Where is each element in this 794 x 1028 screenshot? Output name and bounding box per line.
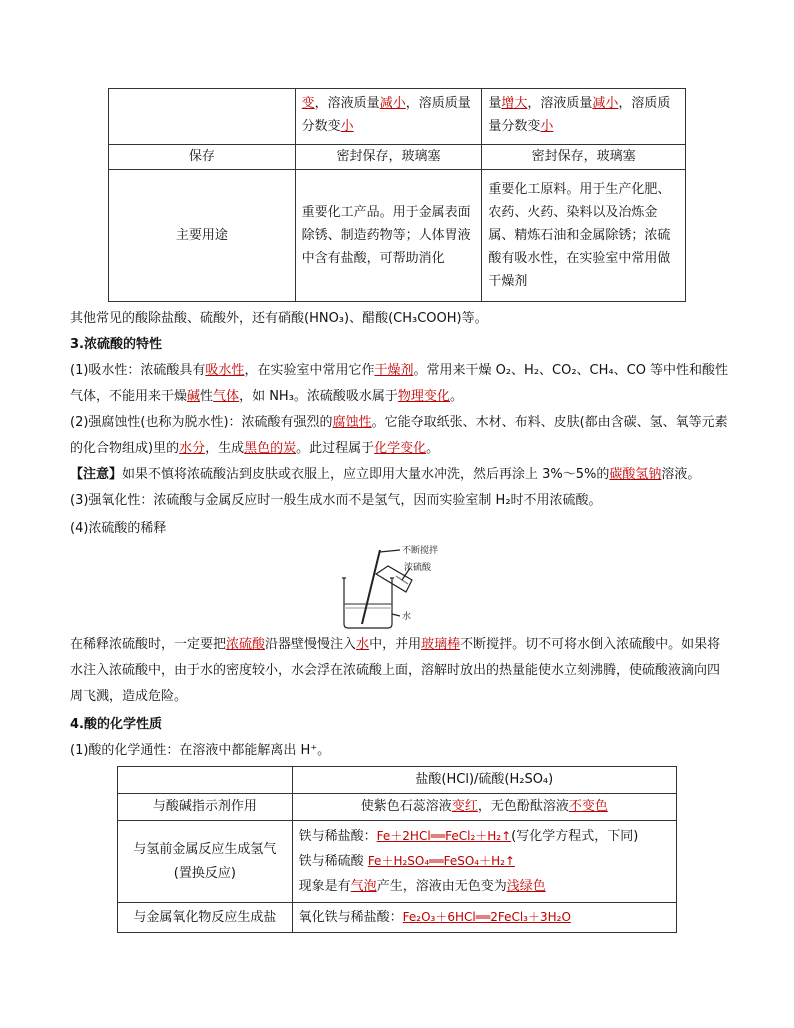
acid-properties-table [117, 766, 677, 933]
table-row [118, 767, 677, 794]
dilution-figure [340, 544, 470, 630]
table-cell: 使紫色石蕊溶液变红，无色酚酞溶液不变色 [292, 794, 676, 821]
table-cell [118, 767, 293, 794]
table-cell: 变，溶液质量减小，溶质质量分数变小 [295, 89, 482, 145]
row-label: 与酸碱指示剂作用 [118, 794, 293, 821]
row-label: 与金属氧化物反应生成盐 [118, 903, 293, 933]
table-cell [109, 89, 296, 145]
equation: Fe＋H₂SO₄══FeSO₄＋H₂↑ [367, 854, 515, 868]
other-acids-text: 其他常见的酸除盐酸、硫酸外，还有硝酸(HNO₃)、醋酸(CH₃COOH)等。 [70, 311, 488, 326]
table-cell: 密封保存，玻璃塞 [482, 145, 686, 170]
table-cell: 氧化铁与稀盐酸：Fe₂O₃＋6HCl══2FeCl₃＋3H₂O [292, 903, 676, 933]
figure-label-water: 水 [402, 612, 412, 622]
paragraph-hygroscopic: (1)吸水性：浓硫酸具有吸水性，在实验室中常用它作干燥剂。常用来干燥 O₂、H₂、CO₂、CH₄、CO 等中性和酸性气体，不能用来干燥碱性气体，如 NH₃。浓硫酸吸水属于物理变化。 [70, 363, 729, 404]
acid-comparison-table [108, 88, 686, 302]
table-cell: 量增大，溶液质量减小，溶质质量分数变小 [482, 89, 686, 145]
paragraph-dilution-title: (4)浓硫酸的稀释 [70, 521, 167, 536]
table-row [118, 794, 677, 821]
table-cell: 铁与稀盐酸：Fe＋2HCl══FeCl₂＋H₂↑(写化学方程式，下同) 铁与稀硫酸 Fe＋H₂SO₄══FeSO₄＋H₂↑ 现象是有气泡产生，溶液由无色变为浅绿色 [292, 821, 676, 903]
row-label: 保存 [109, 145, 296, 170]
figure-label-acid: 浓硫酸 [404, 563, 432, 573]
equation: Fe₂O₃＋6HCl══2FeCl₃＋3H₂O [402, 910, 571, 924]
table-row [118, 903, 677, 933]
table-row [109, 89, 686, 145]
row-label: 与氢前金属反应生成氢气 (置换反应) [118, 821, 293, 903]
equation: Fe＋2HCl══FeCl₂＋H₂↑ [376, 829, 512, 843]
table-row [109, 145, 686, 170]
figure-label-stir: 不断搅拌 [402, 546, 439, 556]
section3-heading: 3.浓硫酸的特性 [70, 337, 162, 352]
table-header: 盐酸(HCl)/硫酸(H₂SO₄) [292, 767, 676, 794]
paragraph-acid-general: (1)酸的化学通性：在溶液中都能解离出 H⁺。 [70, 743, 331, 758]
glass-rod-icon [362, 550, 380, 624]
table-cell: 重要化工产品。用于金属表面除锈、制造药物等；人体胃液中含有盐酸，可帮助消化 [295, 170, 482, 302]
paragraph-corrosive: (2)强腐蚀性(也称为脱水性)：浓硫酸有强烈的腐蚀性。它能夺取纸张、木材、布料、皮肤(都由含碳、氢、氧等元素的化合物组成)里的水分，生成黑色的炭。此过程属于化学变化。 [70, 415, 728, 456]
section4-heading: 4.酸的化学性质 [70, 717, 162, 732]
table-cell: 重要化工原料。用于生产化肥、农药、火药、染料以及冶炼金属、精炼石油和金属除锈；浓硫酸有吸水性，在实验室中常用做干燥剂 [482, 170, 686, 302]
paragraph-oxidizing: (3)强氧化性：浓硫酸与金属反应时一般生成水而不是氢气，因而实验室制 H₂时不用浓硫酸。 [70, 493, 602, 508]
row-label: 主要用途 [109, 170, 296, 302]
paragraph-note: 【注意】如果不慎将浓硫酸沾到皮肤或衣服上，应立即用大量水冲洗，然后再涂上 3%～5%的碳酸氢钠溶液。 [70, 467, 701, 482]
table-row [109, 170, 686, 302]
table-row [118, 821, 677, 903]
table-cell: 密封保存，玻璃塞 [295, 145, 482, 170]
paragraph-dilution: 在稀释浓硫酸时，一定要把浓硫酸沿器壁慢慢注入水中，并用玻璃棒不断搅拌。切不可将水倒入浓硫酸中。如果将水注入浓硫酸中，由于水的密度较小，水会浮在浓硫酸上面，溶解时放出的热量能使水立刻沸腾，使硫酸液滴向四周飞溅，造成危险。 [70, 637, 721, 704]
